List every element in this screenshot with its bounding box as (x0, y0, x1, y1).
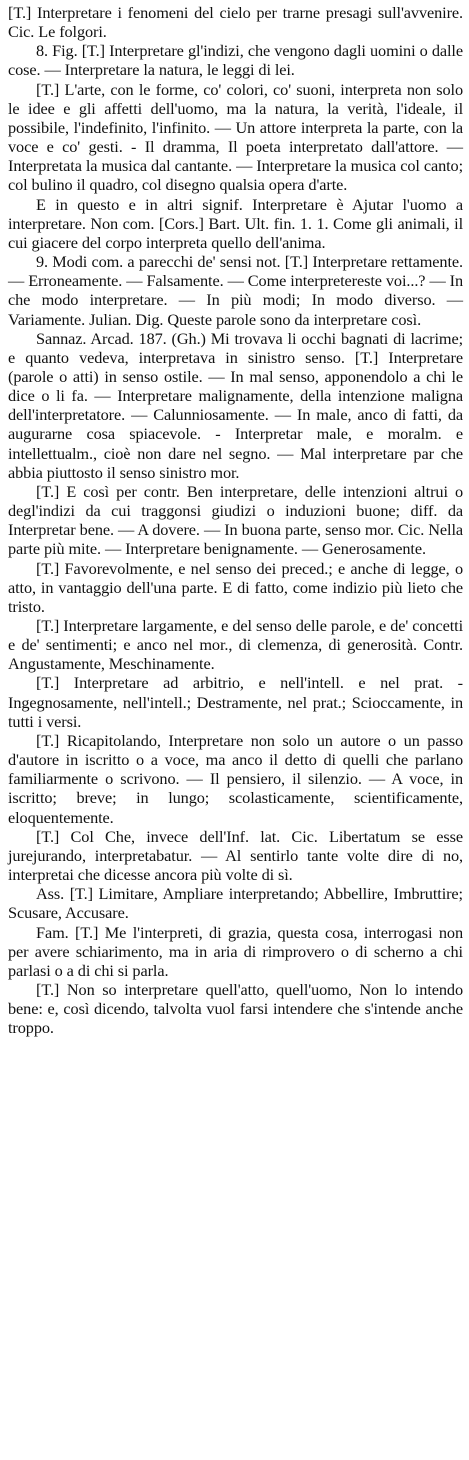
paragraph: [T.] Ricapitolando, Interpretare non solo un autore o un passo d'autore in iscritto o a voce, ma anco il detto di quelli che parlano familiarmente o scrivono. — Il pensiero, il silenzio. — A voce, in iscritto; breve; in lungo; scolasticamente, scientificamente, eloquentemente. (8, 730, 463, 827)
paragraph: [T.] E così per contr. Ben interpretare, delle intenzioni altrui o degl'indizi da cui traggonsi giudizi o induzioni buone; diff. da Interpretar bene. — A dovere. — In buona parte, senso mor. Cic. Nella parte più mite. — Interpretare benignamente. — Generosamente. (8, 481, 463, 559)
paragraph: [T.] Favorevolmente, e nel senso dei preced.; e anche di legge, o atto, in vantaggio dell'una parte. E di fatto, come indizio più lieto che tristo. (8, 558, 463, 616)
paragraph: [T.] Non so interpretare quell'atto, quell'uomo, Non lo intendo bene: e, così dicendo, talvolta vuol farsi intendere che s'intende anche troppo. (8, 979, 463, 1038)
paragraph: 9. Modi com. a parecchi de' sensi not. [T.] Interpretare rettamente. — Erroneamente. — Falsamente. — Come interpretereste voi...? — In che modo interpretare. — In più modi; In modo diverso. — Variamente. Julian. Dig. Queste parole sono da interpretare così. (8, 252, 463, 329)
paragraph: [T.] L'arte, con le forme, co' colori, co' suoni, interpreta non solo le idee e gli affetti dell'uomo, ma la natura, la verità, l'ideale, il possibile, l'indefinito, l'infinito. — Un attore interpreta la parte, con la voce e co' gesti. - Il dramma, Il poeta interpretato dall'attore. — Interpretata la musica dal cantante. — Interpretare la musica col canto; col bulino il quadro, col disegno qualsia opera d'arte. (8, 79, 463, 195)
paragraph: [T.] Interpretare i fenomeni del cielo per trarne presagi sull'avvenire. Cic. Le folgori. (8, 3, 463, 42)
paragraph: Sannaz. Arcad. 187. (Gh.) Mi trovava li occhi bagnati di lacrime; e quanto vedeva, interpretava in sinistro senso. [T.] Interpretare (parole o atti) in senso ostile. — In mal senso, apponendolo a chi le dice o li fa. — Interpretare malignamente, della intenzione maligna dell'interpretatore. — Calunniosamente. — In male, anco di fatti, da augurarne cosa spiacevole. - Interpretar male, e moralm. e intellettualm., cioè non dare nel segno. — Mal interpretare par che abbia piuttosto il senso sinistro mor. (8, 328, 463, 482)
paragraph: [T.] Col Che, invece dell'Inf. lat. Cic. Libertatum se esse jurejurando, interpretabatur. — Al sentirlo tante volte dire di no, interpretai che dicesse ancora più volte di sì. (8, 826, 463, 885)
paragraph: Ass. [T.] Limitare, Ampliare interpretando; Abbellire, Imbruttire; Scusare, Accusare. (8, 884, 463, 923)
dictionary-column (8, 3, 463, 1037)
paragraph: [T.] Interpretare largamente, e del senso delle parole, e de' concetti e de' sentimenti; e anco nel mor., di clemenza, di generosità. Contr. Angustamente, Meschinamente. (8, 616, 463, 674)
paragraph: Fam. [T.] Me l'interpreti, di grazia, questa cosa, interrogasi non per avere schiarimento, ma in aria di rimprovero o di scherno a chi parlasi o a di chi si parla. (8, 922, 463, 980)
paragraph: E in questo e in altri signif. Interpretare è Ajutar l'uomo a interpretare. Non com. [Cors.] Bart. Ult. fin. 1. 1. Come gli animali, il cui giacere del corpo interpreta quello dell'anima. (8, 194, 463, 252)
paragraph: 8. Fig. [T.] Interpretare gl'indizi, che vengono dagli uomini o dalle cose. — Interpretare la natura, le leggi di lei. (8, 41, 463, 80)
paragraph: [T.] Interpretare ad arbitrio, e nell'intell. e nel prat. - Ingegnosamente, nell'intell.; Destramente, nel prat.; Scioccamente, in tutti i versi. (8, 673, 463, 731)
